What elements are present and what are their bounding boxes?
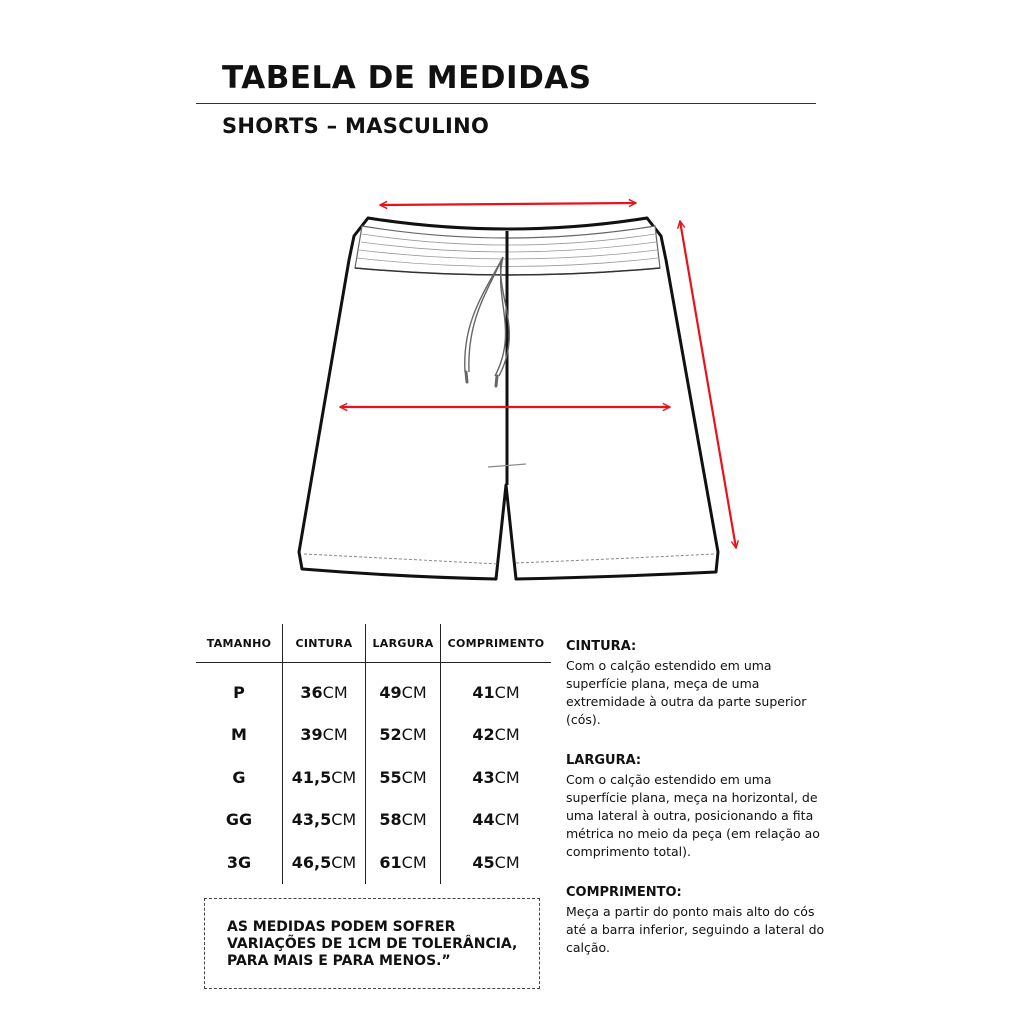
comprimento-cell: 43CM bbox=[441, 756, 552, 799]
comprimento-cell: 41CM bbox=[441, 663, 552, 714]
comprimento-cell: 42CM bbox=[441, 714, 552, 757]
col-header-cintura: CINTURA bbox=[283, 624, 366, 663]
table-row bbox=[196, 799, 551, 842]
definition-largura bbox=[566, 753, 828, 861]
cintura-cell: 41,5CM bbox=[283, 756, 366, 799]
table-row bbox=[196, 841, 551, 884]
col-header-largura: LARGURA bbox=[366, 624, 441, 663]
table-row bbox=[196, 756, 551, 799]
size-table-header bbox=[196, 624, 551, 663]
definition-text: Com o calção estendido em uma superfície plana, meça de uma extremidade à outra da parte superior (cós). bbox=[566, 658, 807, 727]
size-table bbox=[196, 624, 551, 884]
largura-cell: 49CM bbox=[366, 663, 441, 714]
definition-title: COMPRIMENTO: bbox=[566, 885, 682, 900]
size-label: GG bbox=[225, 810, 253, 830]
table-row bbox=[196, 663, 551, 714]
page-subtitle: SHORTS – MASCULINO bbox=[222, 114, 490, 138]
waist-arrow bbox=[380, 203, 636, 205]
table-row bbox=[196, 714, 551, 757]
col-header-tamanho: TAMANHO bbox=[206, 636, 272, 650]
measurement-definitions bbox=[566, 639, 828, 957]
size-label: P bbox=[233, 682, 245, 702]
cintura-cell: 43,5CM bbox=[283, 799, 366, 842]
definition-cintura bbox=[566, 639, 828, 729]
definition-text: Com o calção estendido em uma superfície plana, meça na horizontal, de uma lateral à outra, posicionando a fita métrica no meio da peça (em relação ao comprimento total). bbox=[566, 772, 820, 859]
size-label: M bbox=[231, 725, 247, 745]
definition-title: LARGURA: bbox=[566, 753, 642, 768]
cintura-cell: 36CM bbox=[283, 663, 366, 714]
largura-cell: 52CM bbox=[366, 714, 441, 757]
definition-text: Meça a partir do ponto mais alto do cós até a barra inferior, seguindo a lateral do calção. bbox=[566, 904, 825, 955]
comprimento-cell: 45CM bbox=[441, 841, 552, 884]
tolerance-notice: AS MEDIDAS PODEM SOFRER VARIAÇÕES DE 1CM DE TOLERÂNCIA, PARA MAIS E PARA MENOS.” bbox=[204, 898, 540, 989]
cintura-cell: 39CM bbox=[283, 714, 366, 757]
comprimento-cell: 44CM bbox=[441, 799, 552, 842]
size-label: 3G bbox=[226, 852, 252, 872]
definition-comprimento bbox=[566, 885, 828, 957]
largura-cell: 58CM bbox=[366, 799, 441, 842]
col-header-comprimento: COMPRIMENTO bbox=[441, 624, 552, 663]
page-title: TABELA DE MEDIDAS bbox=[222, 60, 592, 96]
cintura-cell: 46,5CM bbox=[283, 841, 366, 884]
size-label: G bbox=[232, 767, 246, 787]
definition-title: CINTURA: bbox=[566, 639, 637, 654]
largura-cell: 55CM bbox=[366, 756, 441, 799]
largura-cell: 61CM bbox=[366, 841, 441, 884]
